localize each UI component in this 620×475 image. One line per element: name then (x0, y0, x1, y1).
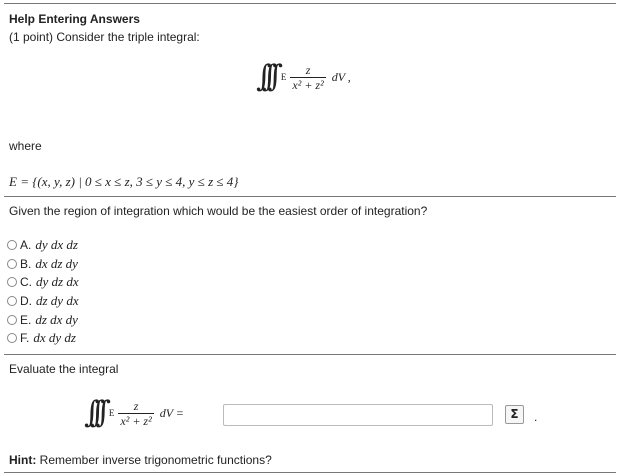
problem-intro: (1 point) Consider the triple integral: (9, 30, 200, 44)
option-b[interactable]: B. dx dz dy (7, 255, 79, 274)
answer-options (7, 236, 79, 348)
integrand-denominator: x² + z² (120, 413, 152, 428)
hint-body: Remember inverse trigonometric functions? (36, 453, 272, 467)
integrand-numerator: z (305, 62, 311, 77)
region-subscript: E (280, 72, 287, 82)
radio-button[interactable] (7, 333, 17, 343)
hint-label: Hint: (9, 453, 37, 467)
integrand-fraction (118, 399, 153, 428)
top-divider (4, 3, 616, 4)
sigma-icon[interactable]: Σ (505, 405, 524, 424)
triple-integral-symbol: ∫∫∫ (256, 59, 273, 94)
radio-button[interactable] (7, 240, 17, 250)
bottom-divider (4, 472, 616, 473)
option-d[interactable]: D. dz dy dx (7, 292, 79, 311)
volume-element: dV = (159, 405, 184, 420)
trailing-period: . (534, 410, 538, 424)
radio-button[interactable] (7, 277, 17, 287)
option-f[interactable]: F. dx dy dz (7, 329, 79, 348)
integrand-fraction (290, 63, 325, 92)
divider-2 (4, 354, 616, 355)
evaluate-label: Evaluate the integral (9, 362, 119, 376)
region-definition: E = {(x, y, z) | 0 ≤ x ≤ z, 3 ≤ y ≤ 4, y ≤ z ≤ 4} (9, 174, 239, 189)
triple-integral-symbol: ∫∫∫ (84, 395, 101, 430)
page-title: Help Entering Answers (9, 12, 140, 26)
where-label: where (9, 139, 42, 153)
answer-input[interactable] (223, 404, 493, 426)
radio-button[interactable] (7, 296, 17, 306)
integral-display (256, 59, 351, 94)
radio-button[interactable] (7, 259, 17, 269)
hint-text (9, 453, 272, 467)
volume-element: dV , (331, 69, 351, 84)
integral-answer-line (84, 395, 184, 430)
radio-button[interactable] (7, 315, 17, 325)
option-c[interactable]: C. dy dz dx (7, 273, 79, 292)
integrand-numerator: z (133, 398, 139, 413)
option-a[interactable]: A. dy dx dz (7, 236, 79, 255)
integrand-denominator: x² + z² (292, 77, 324, 92)
divider-1 (4, 196, 616, 197)
region-subscript: E (108, 408, 115, 418)
option-e[interactable]: E. dz dx dy (7, 310, 79, 329)
order-question: Given the region of integration which would be the easiest order of integration? (9, 204, 428, 218)
